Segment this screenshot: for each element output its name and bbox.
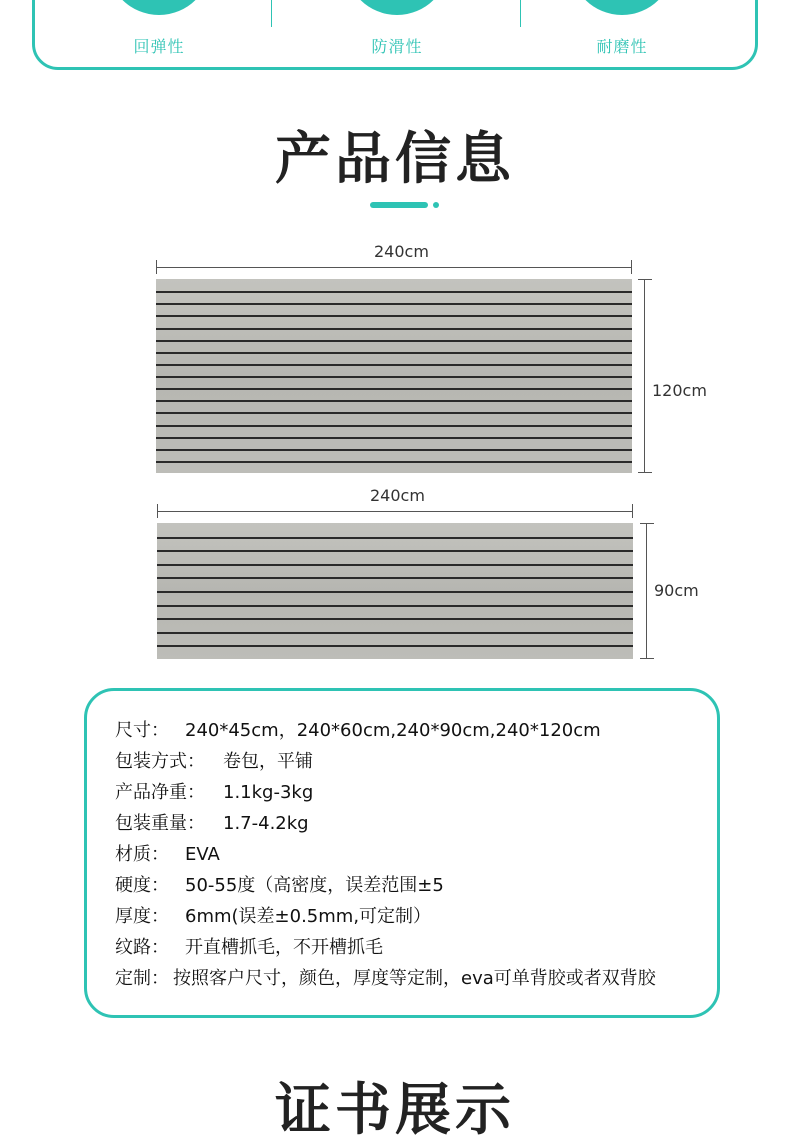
mat-groove [156, 461, 632, 463]
mat-groove [156, 376, 632, 378]
mat-groove [156, 412, 632, 414]
feature-resilience [59, 0, 259, 70]
resilience-icon [107, 0, 211, 15]
mat-groove [156, 437, 632, 439]
mat1-height-label: 120cm [652, 381, 707, 400]
mat-groove [156, 425, 632, 427]
mat1-height-tick [638, 279, 652, 280]
mat2-height-tick [640, 658, 654, 659]
mat-groove [156, 449, 632, 451]
mat1-height-tick [638, 472, 652, 473]
mat-240x120-image [156, 279, 632, 473]
feature-label: 防滑性 [371, 37, 423, 56]
mat-groove [156, 291, 632, 293]
mat2-width-tick [157, 504, 158, 518]
mat2-width-tick [632, 504, 633, 518]
spec-value: EVA [185, 844, 220, 865]
feature-divider [271, 0, 272, 27]
mat-groove [157, 577, 633, 579]
spec-value: 1.7-4.2kg [223, 813, 309, 834]
feature-divider [520, 0, 521, 27]
mat-groove [157, 618, 633, 620]
mat-groove [157, 550, 633, 552]
spec-key: 包装重量： [115, 813, 205, 834]
anti-slip-icon [345, 0, 449, 15]
spec-key: 纹路： [115, 937, 169, 958]
mat2-height-label: 90cm [654, 581, 699, 600]
mat-groove [156, 364, 632, 366]
spec-key: 产品净重： [115, 782, 205, 803]
spec-value: 按照客户尺寸，颜色，厚度等定制，eva可单背胶或者双背胶 [173, 968, 656, 989]
mat-240x90-image [157, 523, 633, 659]
mat1-height-line [644, 279, 645, 473]
mat-groove [157, 591, 633, 593]
spec-card [84, 688, 720, 1018]
mat-groove [157, 632, 633, 634]
mat1-width-tick [631, 260, 632, 274]
spec-key: 定制： [115, 968, 169, 989]
spec-value: 240*45cm，240*60cm,240*90cm,240*120cm [185, 720, 601, 741]
spec-value: 开直槽抓毛，不开槽抓毛 [185, 937, 383, 958]
mat2-width-line [157, 511, 633, 512]
spec-key: 厚度： [115, 906, 169, 927]
feature-label: 耐磨性 [596, 37, 648, 56]
spec-value: 50-55度（高密度，误差范围±5 [185, 875, 444, 896]
spec-value: 6mm(误差±0.5mm,可定制） [185, 906, 432, 927]
mat1-width-line [156, 267, 632, 268]
mat-groove [156, 328, 632, 330]
feature-label: 回弹性 [133, 37, 185, 56]
mat-groove [157, 564, 633, 566]
spec-key: 尺寸： [115, 720, 169, 741]
mat-groove [157, 605, 633, 607]
mat-groove [156, 352, 632, 354]
accent-bar [370, 202, 428, 208]
spec-key: 硬度： [115, 875, 169, 896]
accent-dot [433, 202, 439, 208]
feature-anti-slip [297, 0, 497, 70]
spec-value: 卷包，平铺 [223, 751, 313, 772]
mat2-height-tick [640, 523, 654, 524]
spec-value: 1.1kg-3kg [223, 782, 314, 803]
product-info-title: 产品信息 [275, 127, 515, 192]
spec-key: 材质： [115, 844, 169, 865]
mat-groove [157, 537, 633, 539]
certificate-title: 证书展示 [275, 1078, 515, 1140]
feature-wear-resistance [522, 0, 722, 70]
mat-groove [157, 645, 633, 647]
mat1-width-label: 240cm [374, 242, 429, 261]
mat-groove [156, 303, 632, 305]
mat1-width-tick [156, 260, 157, 274]
wear-resistance-icon [570, 0, 674, 15]
mat-groove [156, 340, 632, 342]
mat-groove [156, 388, 632, 390]
mat2-height-line [646, 523, 647, 659]
spec-key: 包装方式： [115, 751, 205, 772]
mat-groove [156, 315, 632, 317]
mat2-width-label: 240cm [370, 486, 425, 505]
mat-groove [156, 400, 632, 402]
features-card [32, 0, 758, 70]
